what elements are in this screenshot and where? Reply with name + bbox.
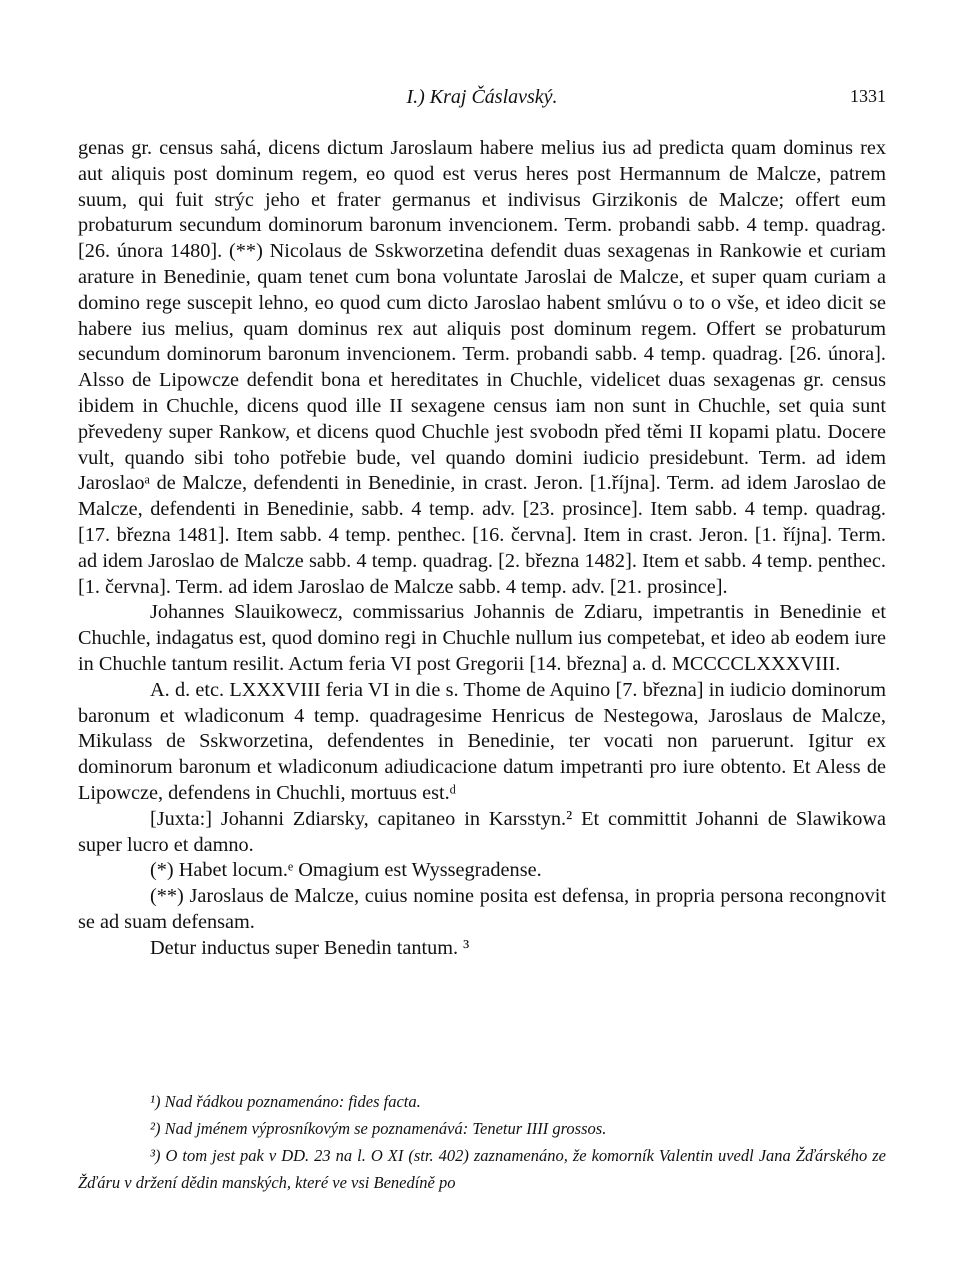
paragraph: A. d. etc. LXXXVIII feria VI in die s. Thome de Aquino [7. března] in iudicio dominorum baronum et wladiconum 4 temp. quadragesime Henricus de Nestegowa, Jaroslaus de Malcze, Mikulass de Sskworzetina, defendentes in Benedinie, ter vocati non paruerunt. Igitur ex dominorum baronum et wladiconum adiudicacione datum impetranti pro iure obtento. Et Aless de Lipowcze, defendens in Chuchli, mortuus est.ᵈ [78,678,886,804]
footnotes [78,1088,886,1196]
paragraph: genas gr. census sahá, dicens dictum Jaroslaum habere melius ius ad predicta quam dominus rex aut aliquis post dominum regem, eo quod est verus heres post Hermannum de Malcze, patrem suum, qui fuit strýc jeho et frater germanus et indivisus Girzikonis de Malcze; offert eum probaturum secundum dominorum baronum invencionem. Term. probandi sabb. 4 temp. quadrag. [26. února 1480]. (**) Nicolaus de Sskworzetina defendit duas sexagenas in Rankowie et curiam arature in Benedinie, quam tenet cum bona voluntate Jaroslai de Malcze, et super quam curiam a domino rege suscepit lehno, eo quod cum dicto Jaroslao habent smlúvu o to o vše, et ideo dicit se habere ius melius, quam dominus rex aut aliquis post dominum regem. Offert se probaturum secundum dominorum baronum invencionem. Term. probandi sabb. 4 temp. quadrag. [26. února]. Alsso de Lipowcze defendit bona et hereditates in Chuchle, videlicet duas sexagenas gr. census ibidem in Chuchle, dicens quod ille II sexagene census iam non sunt in Chuchle, set quia sunt převedeny super Rankow, et dicens quod Chuchle jest svobodn před těmi II kopami platu. Docere vult, quando sibi toho potřebie bude, vel quando domini iudicio presidebunt. Term. ad idem Jaroslaoᵃ de Malcze, defendenti in Benedinie, in crast. Jeron. [1.října]. Term. ad idem Jaroslao de Malcze, defendenti in Benedinie, sabb. 4 temp. adv. [23. prosince]. Item sabb. 4 temp. quadrag. [17. března 1481]. Item sabb. 4 temp. penthec. [16. června]. Item in crast. Jeron. [1. října]. Term. ad idem Jaroslao de Malcze sabb. 4 temp. quadrag. [2. března 1482]. Item et sabb. 4 temp. penthec. [1. června]. Term. ad idem Jaroslao de Malcze sabb. 4 temp. adv. [21. prosince]. [78,137,886,598]
page-header [78,86,886,114]
main-text [78,136,886,962]
paragraph: Detur inductus super Benedin tantum. ³ [150,936,470,959]
paragraph: (*) Habet locum.ᵉ Omagium est Wyssegradense. [150,859,542,882]
footnote: ³) O tom jest pak v DD. 23 na l. O XI (str. 402) zaznamenáno, že komorník Valentin uvedl Jana Žďárského ze Žďáru v držení dědin manských, které ve vsi Benedíně po [78,1146,886,1192]
page-number: 1331 [850,86,886,106]
paragraph: [Juxta:] Johanni Zdiarsky, capitaneo in Karsstyn.² Et committit Johanni de Slawikowa super lucro et damno. [78,807,886,856]
running-title: I.) Kraj Čáslavský. [406,86,558,108]
paragraph: (**) Jaroslaus de Malcze, cuius nomine posita est defensa, in propria persona recongnovit se ad suam defensam. [78,885,886,933]
paragraph: Johannes Slauikowecz, commissarius Johannis de Zdiaru, impetrantis in Benedinie et Chuchle, indagatus est, quod domino regi in Chuchle nullum ius competebat, et ideo ab eodem iure in Chuchle tantum resilit. Actum feria VI post Gregorii [14. března] a. d. MCCCCLXXXVIII. [78,601,886,675]
footnote: ²) Nad jménem výprosníkovým se poznamenává: Tenetur IIII grossos. [150,1119,607,1138]
footnote: ¹) Nad řádkou poznamenáno: fides facta. [150,1092,421,1111]
